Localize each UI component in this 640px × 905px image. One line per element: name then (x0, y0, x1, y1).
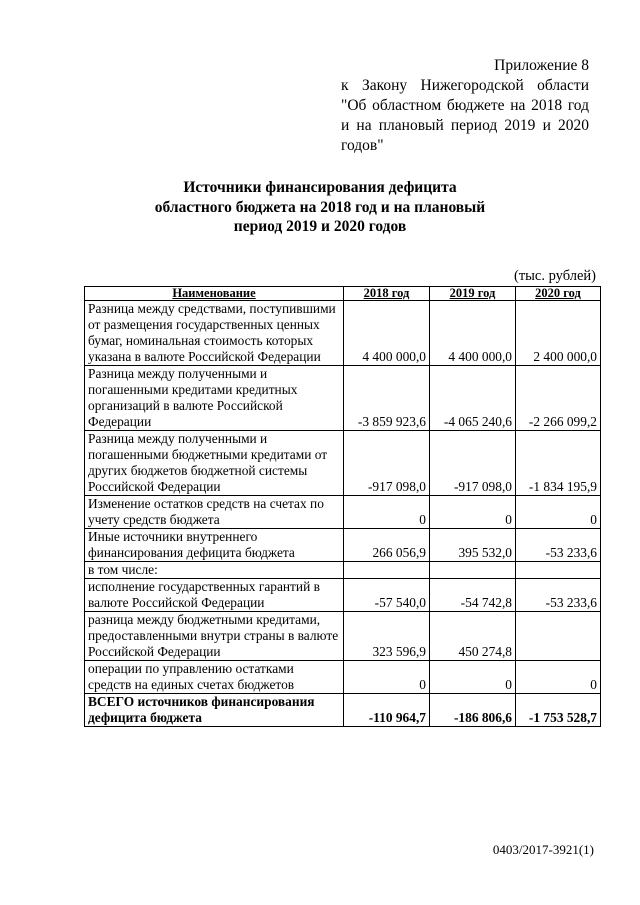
row-name: Разница между полученными и погашенными бюджетными кредитами от других бюджетов бюджетной системы Российской Федерации (85, 431, 344, 496)
document-title (0, 178, 640, 237)
header-2019: 2019 год (430, 287, 516, 301)
value-2018: 0 (344, 661, 430, 694)
value-2019: 4 400 000,0 (430, 301, 516, 366)
appendix-line-4: годов" (341, 137, 384, 154)
table-row (85, 366, 601, 431)
table-row (85, 496, 601, 529)
value-2020: -2 266 099,2 (516, 366, 601, 431)
appendix-line-2: "Об областном бюджете на 2018 год (341, 97, 589, 114)
row-name: Разница между средствами, поступившими от размещения государственных ценных бумаг, номинальная стоимость которых указана в валюте Российской Федерации (85, 301, 344, 366)
table-row (85, 529, 601, 562)
total-2019: -186 806,6 (430, 694, 516, 727)
value-2018 (344, 562, 430, 579)
value-2020 (516, 612, 601, 661)
row-name: разница между бюджетными кредитами, предоставленными внутри страны в валюте Российской Федерации (85, 612, 344, 661)
title-line-2: областного бюджета на 2018 год и на плановый (154, 198, 486, 216)
appendix-line-3: и на плановый период 2019 и 2020 (341, 117, 589, 134)
header-name: Наименование (85, 287, 344, 301)
value-2019: 450 274,8 (430, 612, 516, 661)
header-2020: 2020 год (516, 287, 601, 301)
value-2019: 0 (430, 661, 516, 694)
table-row (85, 661, 601, 694)
header-2018: 2018 год (344, 287, 430, 301)
table-total-row (85, 694, 601, 727)
table-row (85, 431, 601, 496)
value-2018: 0 (344, 496, 430, 529)
appendix-title: Приложение 8 (494, 57, 589, 74)
total-2020: -1 753 528,7 (516, 694, 601, 727)
row-name: исполнение государственных гарантий в валюте Российской Федерации (85, 579, 344, 612)
value-2018: 4 400 000,0 (344, 301, 430, 366)
row-name: Иные источники внутреннего финансирования дефицита бюджета (85, 529, 344, 562)
value-2020: 2 400 000,0 (516, 301, 601, 366)
value-2020: 0 (516, 496, 601, 529)
value-2018: 323 596,9 (344, 612, 430, 661)
appendix-header (341, 56, 589, 156)
table-row (85, 579, 601, 612)
value-2019 (430, 562, 516, 579)
value-2018: 266 056,9 (344, 529, 430, 562)
row-name: в том числе: (85, 562, 344, 579)
title-line-1: Источники финансирования дефицита (183, 179, 457, 196)
units-label: (тыс. рублей) (514, 268, 596, 284)
value-2018: -917 098,0 (344, 431, 430, 496)
value-2019: 395 532,0 (430, 529, 516, 562)
table-header-row (85, 287, 601, 301)
value-2019: -4 065 240,6 (430, 366, 516, 431)
value-2020: 0 (516, 661, 601, 694)
appendix-line-1: к Закону Нижегородской области (341, 77, 589, 94)
value-2018: -57 540,0 (344, 579, 430, 612)
value-2020 (516, 562, 601, 579)
table-row (85, 301, 601, 366)
title-line-3: период 2019 и 2020 годов (233, 218, 407, 235)
total-2018: -110 964,7 (344, 694, 430, 727)
value-2020: -53 233,6 (516, 579, 601, 612)
value-2020: -53 233,6 (516, 529, 601, 562)
row-name: Изменение остатков средств на счетах по учету средств бюджета (85, 496, 344, 529)
value-2019: -54 742,8 (430, 579, 516, 612)
table-row (85, 612, 601, 661)
value-2019: 0 (430, 496, 516, 529)
financing-sources-table (84, 286, 601, 727)
row-name: операции по управлению остатками средств на единых счетах бюджетов (85, 661, 344, 694)
value-2020: -1 834 195,9 (516, 431, 601, 496)
value-2018: -3 859 923,6 (344, 366, 430, 431)
row-name: Разница между полученными и погашенными кредитами кредитных организаций в валюте Российской Федерации (85, 366, 344, 431)
total-row-name: ВСЕГО источников финансирования дефицита бюджета (85, 694, 344, 727)
table-row (85, 562, 601, 579)
document-code: 0403/2017-3921(1) (492, 842, 594, 857)
value-2019: -917 098,0 (430, 431, 516, 496)
